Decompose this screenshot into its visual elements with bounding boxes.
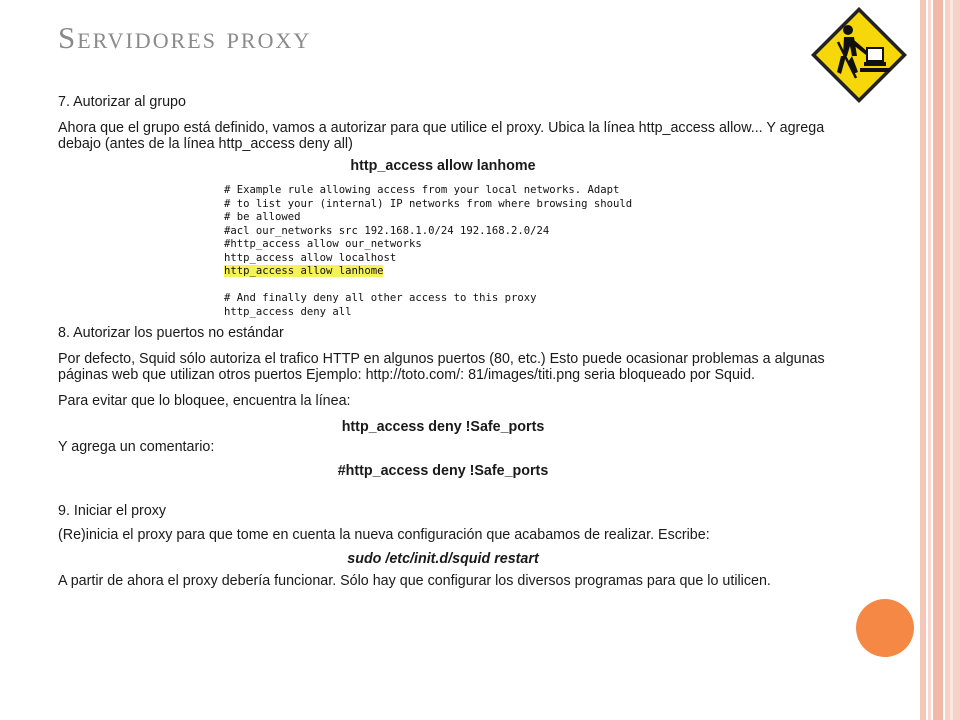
code-line: #acl our_networks src 192.168.1.0/24 192.168.2.0/24	[224, 224, 550, 237]
slide-title: Servidores proxy	[58, 20, 312, 55]
code-line: http_access allow localhost	[224, 251, 397, 264]
slide-body	[58, 94, 828, 589]
section-8-text-3: Y agrega un comentario:	[58, 439, 215, 455]
decorative-stripe	[920, 0, 926, 720]
code-line: # be allowed	[224, 211, 301, 223]
section-9-command: sudo /etc/init.d/squid restart	[347, 551, 539, 567]
code-line: # Example rule allowing access from your local networks. Adapt	[224, 184, 620, 196]
section-8-heading: 8. Autorizar los puertos no estándar	[58, 325, 284, 341]
code-line: # to list your (internal) IP networks from where browsing should	[224, 197, 633, 210]
section-8-text: Por defecto, Squid sólo autoriza el trafico HTTP en algunos puertos (80, etc.) Esto puede ocasionar problemas a algunas páginas web que utilizan otros puertos Ejemplo: http://toto.com/: 81/images/titi.png seria bloqueado por Squid.	[58, 351, 825, 383]
section-9-heading: 9. Iniciar el proxy	[58, 503, 167, 519]
code-line: http_access deny all	[224, 305, 352, 318]
section-7-text: Ahora que el grupo está definido, vamos a autorizar para que utilice el proxy. Ubica la línea http_access allow... Y agrega debajo (antes de la línea http_access deny all)	[58, 120, 825, 152]
code-line: # And finally deny all other access to this proxy	[224, 292, 537, 304]
section-7-command: http_access allow lanhome	[350, 158, 536, 174]
construction-sign-icon	[808, 4, 910, 106]
config-code-snippet	[224, 184, 674, 319]
highlighted-code-line: http_access allow lanhome	[224, 265, 384, 277]
code-line: #http_access allow our_networks	[224, 238, 422, 250]
code-line	[224, 279, 674, 293]
decorative-stripe	[928, 0, 931, 720]
decorative-stripe	[950, 0, 953, 720]
decorative-orange-circle	[856, 599, 914, 657]
section-8-command-2: #http_access deny !Safe_ports	[337, 463, 549, 479]
section-7-heading: 7. Autorizar al grupo	[58, 94, 186, 110]
decorative-stripe	[933, 0, 943, 720]
section-8-command: http_access deny !Safe_ports	[341, 419, 545, 435]
section-8-text-2: Para evitar que lo bloquee, encuentra la línea:	[58, 393, 351, 409]
section-9-text: (Re)inicia el proxy para que tome en cuenta la nueva configuración que acabamos de realizar. Escribe:	[58, 527, 710, 543]
section-9-text-2: A partir de ahora el proxy debería funcionar. Sólo hay que configurar los diversos programas para que lo utilicen.	[58, 573, 771, 589]
